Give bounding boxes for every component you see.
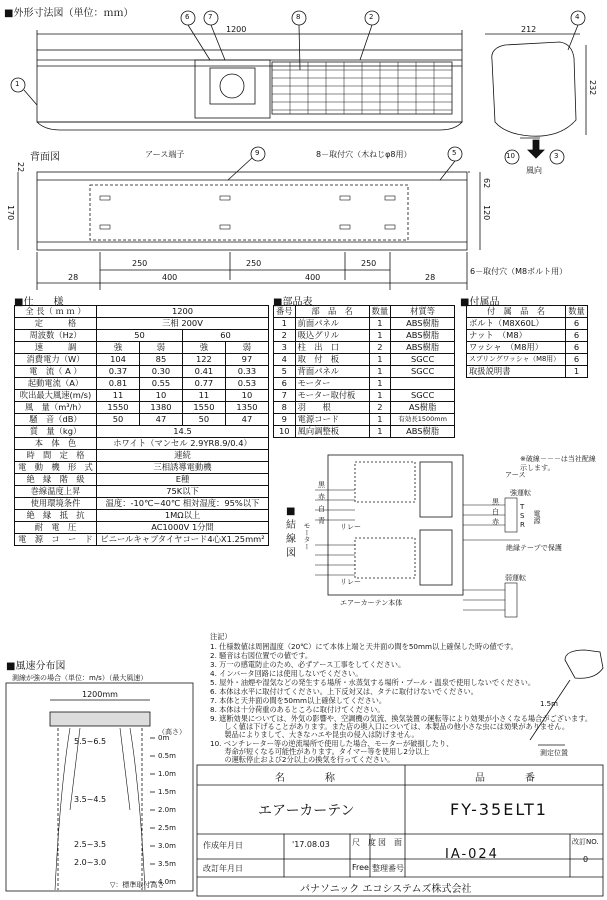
balloon-5: 5	[452, 149, 457, 157]
spec-value: 弱	[139, 342, 182, 354]
spec-row-single	[15, 474, 269, 486]
parts-cell: 前面パネル	[295, 318, 369, 330]
spec-value: 0.30	[139, 366, 182, 378]
parts-cell: 8	[274, 402, 296, 414]
spec-value: 11	[97, 390, 140, 402]
balloon-6: 6	[185, 13, 190, 21]
spec-label: 騒 音（dB）	[15, 414, 97, 426]
spec-value: 強	[182, 342, 225, 354]
spec-row-single	[15, 462, 269, 474]
parts-cell: 4	[274, 354, 296, 366]
doc-label: 図 面	[378, 838, 402, 847]
spec-row-single	[15, 438, 269, 450]
balloon-7: 7	[208, 13, 213, 21]
spec-value: 104	[97, 354, 140, 366]
balloon-2: 2	[369, 13, 374, 21]
parts-title: ■部品表	[273, 297, 313, 308]
parts-cell: 1	[369, 378, 391, 390]
spec-value: 1380	[139, 402, 182, 414]
spec-value: 0.55	[139, 378, 182, 390]
spec-value: 50	[182, 414, 225, 426]
spec-value: 0.37	[97, 366, 140, 378]
wiring-color: 青	[318, 517, 325, 525]
spec-value: 122	[182, 354, 225, 366]
spec-value: 0.53	[225, 378, 268, 390]
title-name-label: 名 称	[275, 773, 335, 784]
spec-value: 1200	[97, 306, 269, 318]
spec-value: AC1000V 1分間	[97, 522, 269, 534]
doc-number: IA-024	[445, 847, 499, 862]
accessories-cell: 6	[566, 330, 588, 342]
accessories-header-row	[467, 306, 588, 318]
spec-label: 風 量（m³/h）	[15, 402, 97, 414]
wind-band: 3.5~4.5	[74, 795, 107, 804]
dim-250-b: 250	[246, 259, 262, 268]
spec-label: 絶 縁 階 級	[15, 474, 97, 486]
parts-cell: 2	[369, 342, 391, 354]
spec-label: 時 間 定 格	[15, 450, 97, 462]
spec-value: ビニールキャブタイヤコード4心X1.25mm²	[97, 534, 269, 546]
spec-label: 電 源 コ ー ド	[15, 534, 97, 546]
spec-label: 電 流（ A ）	[15, 366, 97, 378]
wiring-relay-2: リレー	[340, 578, 361, 586]
spec-row-data	[15, 390, 269, 402]
parts-row	[274, 378, 455, 390]
spec-row-data	[15, 414, 269, 426]
created-date: '17.08.03	[292, 840, 330, 849]
spec-value: 47	[225, 414, 268, 426]
parts-cell: 5	[274, 366, 296, 378]
note-line: 9. 遮断効果については、外気の影響や、空調機の気流、換気装置の運転等により効果が小さくなる場合がございます。	[210, 714, 593, 723]
parts-cell: 有効長1500mm	[391, 414, 455, 426]
spec-value: 50	[97, 330, 183, 342]
spec-value: 0.33	[225, 366, 268, 378]
spec-row-speed	[15, 342, 269, 354]
notes-head: 注記）	[210, 632, 232, 641]
wind-height-tick: 2.5m	[158, 824, 176, 832]
spec-value: 47	[139, 414, 182, 426]
spec-label: 速 調	[15, 342, 97, 354]
parts-cell: 1	[369, 354, 391, 366]
wiring-motor-label: モーター	[303, 522, 311, 550]
wind-width: 1200mm	[82, 690, 118, 699]
accessories-row	[467, 366, 588, 378]
product-part-number: FY-35ELT1	[450, 800, 548, 819]
accessories-cell: 6	[566, 318, 588, 330]
accessories-header: 数量	[566, 306, 588, 318]
spec-label: 耐 電 圧	[15, 522, 97, 534]
parts-header: 数量	[369, 306, 391, 318]
spec-value: 50	[97, 414, 140, 426]
spec-value: 1350	[225, 402, 268, 414]
note-line: 8. 本体は十分荷重のあるところに取付けてください。	[210, 705, 385, 714]
dim-250-a: 250	[132, 259, 148, 268]
accessories-cell: ワッシャ （M8用）	[467, 342, 566, 354]
dim-170: 170	[6, 205, 15, 221]
parts-cell	[391, 378, 455, 390]
parts-row	[274, 354, 455, 366]
spec-row-single	[15, 522, 269, 534]
parts-cell: 1	[369, 414, 391, 426]
accessories-row	[467, 342, 588, 354]
spec-label: 周波数（Hz）	[15, 330, 97, 342]
parts-cell: ABS樹脂	[391, 330, 455, 342]
wind-height-tick: 0m	[158, 734, 170, 742]
dim-400-a: 400	[162, 273, 178, 282]
dim-28-a: 28	[68, 273, 79, 282]
parts-cell: 9	[274, 414, 296, 426]
wind-height-tick: 3.5m	[158, 860, 176, 868]
accessories-row	[467, 330, 588, 342]
wind-height-tick: 4.0m	[158, 878, 176, 886]
accessories-cell: ボルト（M8X60L）	[467, 318, 566, 330]
spec-value: 11	[182, 390, 225, 402]
wiring-trs-r: R	[520, 521, 525, 529]
dim-400-b: 400	[305, 273, 321, 282]
parts-cell: 取 付 板	[295, 354, 369, 366]
spec-row-single	[15, 426, 269, 438]
accessories-table	[466, 305, 588, 378]
parts-cell: ABS樹脂	[391, 318, 455, 330]
wind-title: ■風速分布図	[6, 661, 66, 672]
note-line: 4. インバータ回路には使用しないでください。	[210, 669, 363, 678]
spec-value: 14.5	[97, 426, 269, 438]
dim-28-b: 28	[425, 273, 436, 282]
rev-number: 0	[583, 855, 589, 864]
parts-cell: SGCC	[391, 354, 455, 366]
spec-label: 全 長（ ｍ ｍ ）	[15, 306, 97, 318]
spec-value: 1550	[97, 402, 140, 414]
parts-cell: AS樹脂	[391, 402, 455, 414]
accessories-cell: 取扱説明書	[467, 366, 566, 378]
parts-row	[274, 402, 455, 414]
spec-value: 0.41	[182, 366, 225, 378]
dim-120: 120	[482, 205, 491, 221]
wind-band: 2.0~3.0	[74, 858, 107, 867]
measure-position-label: 測定位置	[540, 749, 568, 757]
wiring-trs-s: S	[520, 512, 525, 520]
wind-subtitle: 測線が強の場合（単位：m/s）（最大風速）	[12, 674, 148, 682]
wiring-tape-label: 絶縁テープで保護	[506, 544, 562, 552]
spec-row-single	[15, 510, 269, 522]
wiring-trs-t: T	[520, 503, 525, 511]
rev-label: 改訂NO.	[572, 838, 599, 846]
spec-value: 10	[225, 390, 268, 402]
spec-value: 温度：-10℃~40℃ 相対湿度：95%以下	[97, 498, 269, 510]
wiring-strong-label: 強運転	[510, 489, 531, 497]
balloon-3: 3	[554, 152, 559, 160]
parts-cell: 1	[369, 318, 391, 330]
parts-cell: 吸込グリル	[295, 330, 369, 342]
wiring-power-label: 電源	[533, 510, 541, 524]
spec-label: 電 動 機 形 式	[15, 462, 97, 474]
wind-height-tick: 0.5m	[158, 752, 176, 760]
parts-header: 材質等	[391, 306, 455, 318]
ground-terminal-label: アース端子	[145, 150, 185, 159]
note-line: 6. 本体は水平に取付けてください。上下反対又は、タテに取付けないでください。	[210, 687, 478, 696]
wind-height-tick: 1.0m	[158, 770, 176, 778]
wind-height-tick: 3.0m	[158, 842, 176, 850]
wind-direction-label: 風向	[526, 166, 542, 175]
spec-value: ホワイト（マンセル 2.9YR8.9/0.4）	[97, 438, 269, 450]
spec-label: 起動電流（A）	[15, 378, 97, 390]
note-line: 2. 騒音は右図位置での値です。	[210, 651, 313, 660]
parts-row	[274, 342, 455, 354]
note-line: 1. 仕様数値は周囲温度（20℃）にて本体上端と天井面の間を50mm以上確保した時の値です。	[210, 642, 518, 651]
wiring-color-right: 黒	[492, 498, 499, 506]
balloon-4: 4	[575, 13, 580, 21]
parts-cell: 7	[274, 390, 296, 402]
accessories-cell: 6	[566, 354, 588, 366]
spec-row-single	[15, 450, 269, 462]
product-name: エアーカーテン	[258, 803, 355, 819]
spec-label: 使用環境条件	[15, 498, 97, 510]
note-line: 7. 本体と天井面の間を50mm以上確保してください。	[210, 696, 387, 705]
parts-cell: SGCC	[391, 390, 455, 402]
spec-row-length	[15, 306, 269, 318]
spec-value: 85	[139, 354, 182, 366]
accessories-row	[467, 354, 588, 366]
note-line: 寿命が短くなる可能性があります。タイマー等を使用し2分以上	[210, 747, 430, 756]
parts-cell: モーター	[295, 378, 369, 390]
wood-screw-hole-label: 8－取付穴（木ねじφ8用）	[316, 150, 412, 159]
spec-value: 強	[97, 342, 140, 354]
wiring-caption: エアーカーテン本体	[340, 599, 403, 607]
spec-value: 97	[225, 354, 268, 366]
parts-cell: 1	[369, 330, 391, 342]
spec-row-rating	[15, 318, 269, 330]
wiring-ground-label: アース	[505, 471, 526, 479]
spec-row-single	[15, 498, 269, 510]
spec-value: E種	[97, 474, 269, 486]
parts-cell: 6	[274, 378, 296, 390]
parts-cell: 2	[274, 330, 296, 342]
accessories-cell: 6	[566, 342, 588, 354]
parts-table	[273, 305, 455, 438]
spec-row-single	[15, 486, 269, 498]
parts-cell: 柱 出 口	[295, 342, 369, 354]
parts-row	[274, 414, 455, 426]
spec-value: 0.77	[182, 378, 225, 390]
parts-cell: 背面パネル	[295, 366, 369, 378]
parts-row	[274, 330, 455, 342]
dim-depth: 212	[521, 25, 537, 34]
parts-cell: 10	[274, 426, 296, 438]
spec-row-data	[15, 402, 269, 414]
accessories-row	[467, 318, 588, 330]
wiring-color: 赤	[318, 493, 325, 501]
spec-value: 10	[139, 390, 182, 402]
spec-value: 連続	[97, 450, 269, 462]
wind-height-label: （高さ）	[158, 728, 186, 736]
spec-label: 吹出最大風速(m/s)	[15, 390, 97, 402]
wind-band: 2.5~3.5	[74, 840, 107, 849]
note-line: 製品によりまして、大きなハエや昆虫の侵入は防げません。	[210, 730, 419, 739]
parts-cell: ABS樹脂	[391, 342, 455, 354]
wiring-weak-label: 弱運転	[505, 574, 526, 582]
dim-62: 62	[482, 178, 491, 189]
spec-label: 質 量（kg）	[15, 426, 97, 438]
note-line: しく値は下げることがあります。また店の奥入口については、本製品の他小さな虫には効果がありません。	[210, 722, 570, 731]
outline-title: ■外形寸法図（単位：ｍｍ）	[4, 8, 134, 19]
doc-no-label: 整理番号	[372, 864, 404, 873]
wiring-title: ■結線図	[286, 506, 296, 559]
parts-cell: ABS樹脂	[391, 426, 455, 438]
wind-band: 5.5~6.5	[74, 737, 107, 746]
wiring-color: 白	[318, 505, 325, 513]
dim-250-c: 250	[361, 259, 377, 268]
parts-cell: 1	[369, 426, 391, 438]
note-line: の運転停止および2分以上の換気を行ってください。	[210, 755, 395, 764]
note-line: 5. 屋外・油煙や湿気などの発生する場所・水蒸気する場所・プール・温泉で使用しないでください。	[210, 678, 536, 687]
dim-width: 1200	[226, 25, 247, 34]
parts-row	[274, 366, 455, 378]
parts-cell: 電源コード	[295, 414, 369, 426]
parts-cell: 風向調整板	[295, 426, 369, 438]
parts-cell: SGCC	[391, 366, 455, 378]
title-part-label: 品 番	[475, 773, 535, 784]
created-label: 作成年月日	[203, 841, 243, 850]
company-name: パナソニック エコシステムズ株式会社	[300, 884, 472, 895]
spec-label: 絶 縁 抵 抗	[15, 510, 97, 522]
parts-cell: 3	[274, 342, 296, 354]
accessories-header: 付 属 品 名	[467, 306, 566, 318]
wiring-color-right: 赤	[492, 518, 499, 526]
spec-label: 巻線温度上昇	[15, 486, 97, 498]
spec-value: 1550	[182, 402, 225, 414]
spec-row-data	[15, 366, 269, 378]
wiring-relay-1: リレー	[340, 523, 361, 531]
parts-cell: モーター取付板	[295, 390, 369, 402]
dim-22: 22	[16, 162, 25, 173]
parts-row	[274, 318, 455, 330]
parts-cell: 1	[369, 366, 391, 378]
accessories-cell: スプリングワッシャ（M8用）	[467, 354, 566, 366]
spec-row-data	[15, 378, 269, 390]
parts-row	[274, 390, 455, 402]
spec-value: 三相 200V	[97, 318, 269, 330]
spec-value: 弱	[225, 342, 268, 354]
spec-value: 60	[182, 330, 268, 342]
parts-cell: 羽 根	[295, 402, 369, 414]
spec-value: 0.81	[97, 378, 140, 390]
dim-height: 232	[588, 80, 597, 96]
bolt-hole-label: 6－取付穴（M8ボルト用）	[470, 267, 568, 276]
accessories-title: ■付属品	[460, 297, 500, 308]
parts-cell: 1	[274, 318, 296, 330]
measure-distance: 1.5m	[540, 700, 558, 708]
note-line: 10. ベンチレーター等の逆流場所で使用した場合、モーターが破損したり、	[210, 739, 454, 748]
spec-title: ■仕 様	[14, 297, 64, 308]
balloon-10: 10	[506, 152, 515, 160]
spec-label: 消費電力（W）	[15, 354, 97, 366]
scale-value: Free	[352, 863, 369, 872]
accessories-cell: ナット （M8）	[467, 330, 566, 342]
wiring-note: ※破線－－－は当社配線示します。	[520, 455, 596, 472]
balloon-8: 8	[296, 13, 301, 21]
wiring-color-right: 白	[492, 508, 499, 516]
spec-value: 75K以下	[97, 486, 269, 498]
accessories-cell: 1	[566, 366, 588, 378]
wind-height-tick: 2.0m	[158, 806, 176, 814]
spec-label: 本 体 色	[15, 438, 97, 450]
wind-height-tick: 1.5m	[158, 788, 176, 796]
parts-row	[274, 426, 455, 438]
parts-header: 番号	[274, 306, 296, 318]
spec-row-freq	[15, 330, 269, 342]
wind-std-height: ▽：標準取付高さ	[110, 881, 165, 889]
note-line: 3. 万一の感電防止のため、必ずアース工事をしてください。	[210, 660, 406, 669]
parts-header: 部 品 名	[295, 306, 369, 318]
balloon-9: 9	[255, 149, 260, 157]
scale-label: 尺 度	[352, 838, 376, 847]
spec-table	[14, 305, 269, 546]
spec-row-single	[15, 534, 269, 546]
parts-header-row	[274, 306, 455, 318]
spec-row-data	[15, 354, 269, 366]
revised-label: 改訂年月日	[203, 864, 243, 873]
spec-value: 三相誘導電動機	[97, 462, 269, 474]
back-view-title: 背面図	[30, 152, 60, 163]
balloon-1: 1	[15, 80, 20, 88]
wiring-color: 黒	[318, 481, 325, 489]
spec-label: 定 格	[15, 318, 97, 330]
parts-cell: 2	[369, 402, 391, 414]
parts-cell: 1	[369, 390, 391, 402]
spec-value: 1MΩ以上	[97, 510, 269, 522]
